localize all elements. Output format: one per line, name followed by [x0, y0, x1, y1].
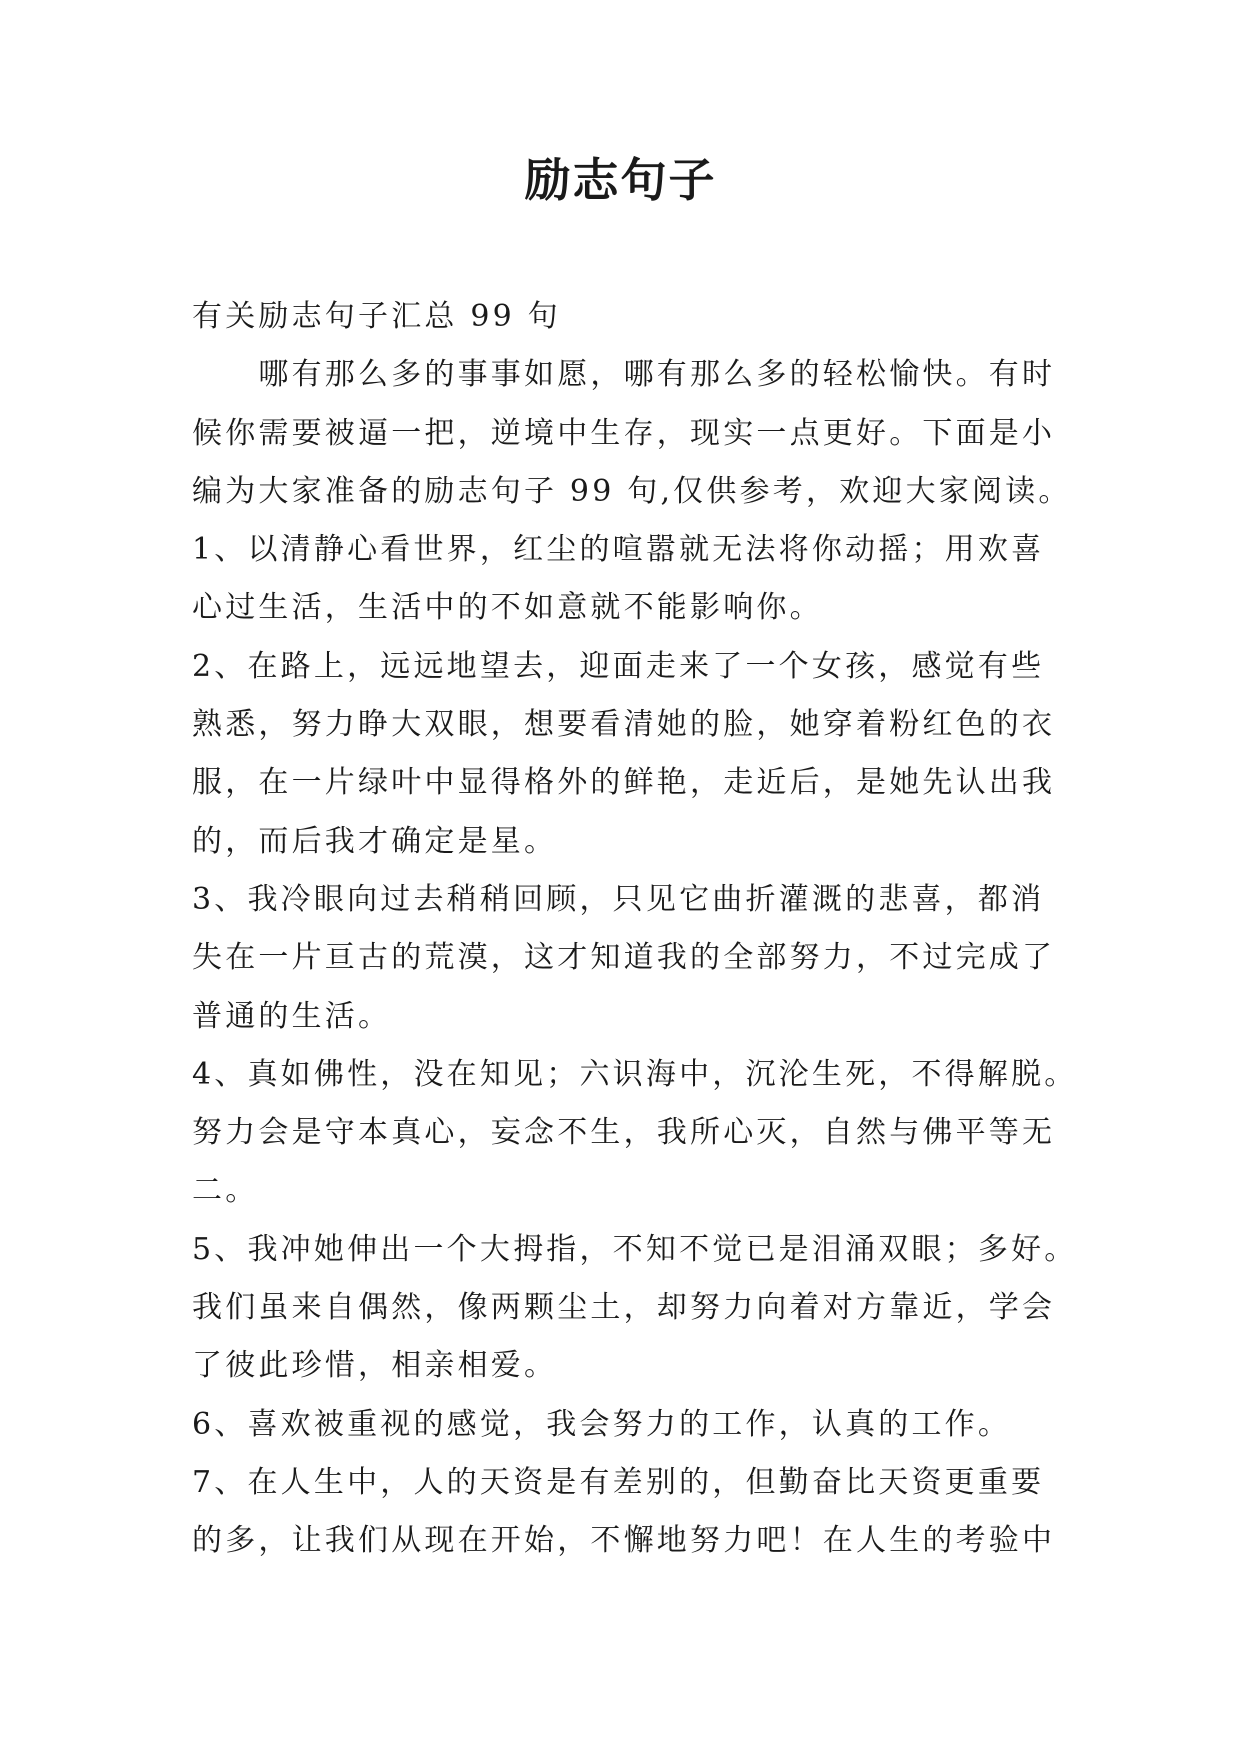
body-line: 哪有那么多的事事如愿，哪有那么多的轻松愉快。有时: [192, 357, 1056, 393]
body-line: 5、我冲她伸出一个大拇指，不知不觉已是泪涌双眼；多好。: [192, 1231, 1078, 1267]
body-line: 我们虽来自偶然，像两颗尘土，却努力向着对方靠近，学会: [192, 1290, 1056, 1326]
heading-line: 有关励志句子汇总 99 句: [192, 299, 561, 334]
body-line: 熟悉，努力睁大双眼，想要看清她的脸，她穿着粉红色的衣: [192, 707, 1056, 743]
body-line: 的，而后我才确定是星。: [192, 823, 558, 859]
body-line: 普通的生活。: [192, 998, 392, 1034]
document-title: 励志句子: [524, 153, 717, 207]
body-line: 编为大家准备的励志句子 99 句,仅供参考，欢迎大家阅读。: [192, 473, 1072, 509]
body-line: 失在一片亘古的荒漠，这才知道我的全部努力，不过完成了: [192, 940, 1056, 976]
document-body: [192, 288, 1078, 1571]
body-line: 7、在人生中，人的天资是有差别的，但勤奋比天资更重要: [192, 1464, 1045, 1500]
body-line: 1、以清静心看世界，红尘的喧嚣就无法将你动摇；用欢喜: [192, 532, 1045, 568]
body-line: 努力会是守本真心，妄念不生，我所心灭，自然与佛平等无: [192, 1115, 1056, 1151]
body-line: 了彼此珍惜，相亲相爱。: [192, 1348, 558, 1384]
body-line: 候你需要被逼一把，逆境中生存，现实一点更好。下面是小: [192, 415, 1056, 451]
body-line: 的多，让我们从现在开始，不懈地努力吧！在人生的考验中: [192, 1523, 1056, 1559]
body-line: 4、真如佛性，没在知见；六识海中，沉沦生死，不得解脱。: [192, 1056, 1078, 1092]
body-line: 3、我冷眼向过去稍稍回顾，只见它曲折灌溉的悲喜，都消: [192, 881, 1045, 917]
body-line: 二。: [192, 1173, 259, 1209]
body-line: 6、喜欢被重视的感觉，我会努力的工作，认真的工作。: [192, 1406, 1012, 1442]
body-line: 服，在一片绿叶中显得格外的鲜艳，走近后，是她先认出我: [192, 765, 1056, 801]
body-line: 心过生活，生活中的不如意就不能影响你。: [192, 590, 823, 626]
body-line: 2、在路上，远远地望去，迎面走来了一个女孩，感觉有些: [192, 648, 1045, 684]
